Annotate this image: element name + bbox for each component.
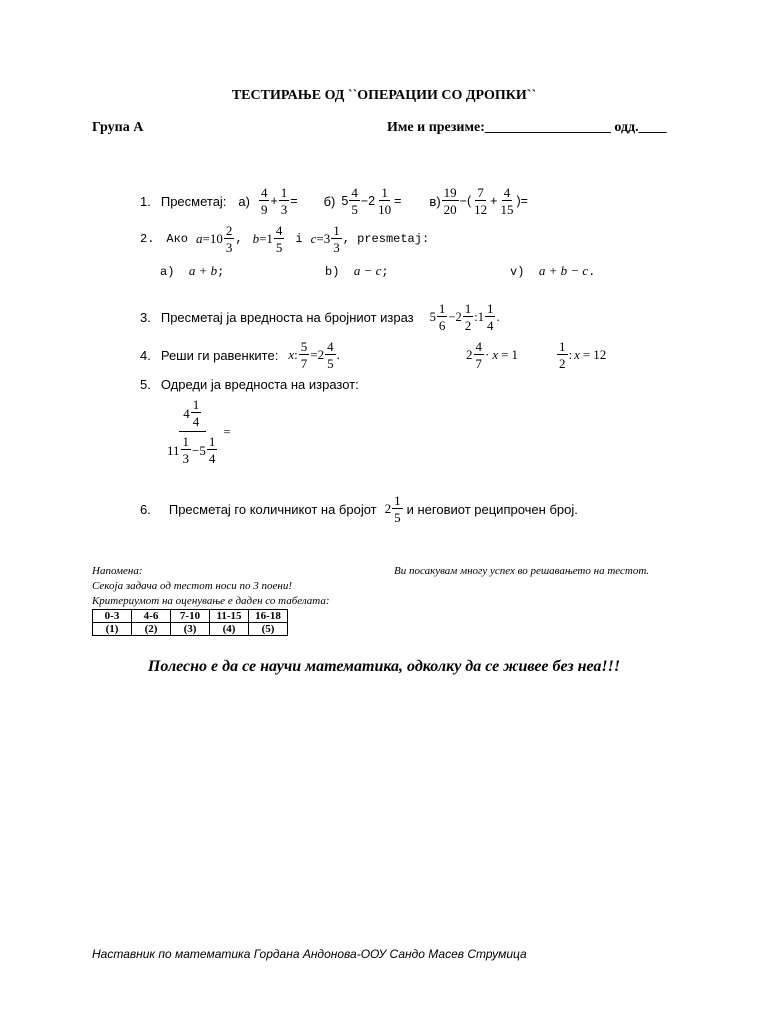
fraction: $\frac{7}{12}$ xyxy=(474,185,488,217)
task-4-equation-3: $\frac{1}{2}$ : x = 12 xyxy=(559,339,607,371)
task-4: 4. Реши ги равенките: x : $\frac{5}{7}$ = 2 $\frac{4}{5}$ . xyxy=(140,339,340,371)
fraction: $\frac{1}{4}$ xyxy=(208,434,216,466)
task-3-number: 3. xyxy=(140,309,151,325)
fraction: $\frac{1}{3}$ xyxy=(182,434,190,466)
page-title: ТЕСТИРАЊЕ ОД ``ОПЕРАЦИИ СО ДРОПКИ`` xyxy=(231,88,537,103)
fraction: $\frac{1}{4}$ xyxy=(192,397,200,429)
task-1-number: 1. xyxy=(140,193,151,209)
table-cell: 4-6 xyxy=(132,610,171,623)
criteria-note: Критериумот на оценување е даден со табелата: xyxy=(92,595,330,607)
name-field: Име и презиме:__________________ одд.____ xyxy=(387,120,667,135)
fraction: $\frac{1}{6}$ xyxy=(438,301,446,333)
fraction: $\frac{4}{5}$ xyxy=(351,185,358,217)
fraction: $\frac{1}{3}$ xyxy=(280,185,288,217)
fraction: $\frac{4}{5}$ xyxy=(275,223,283,255)
fraction: $\frac{1}{2}$ xyxy=(559,339,566,371)
task-2-part-c: v) a + b − c. xyxy=(510,263,596,279)
note-label: Напомена: xyxy=(92,565,143,577)
fraction: $\frac{1}{10}$ xyxy=(378,185,392,217)
table-cell: 7-10 xyxy=(171,610,210,623)
task-2: 2. Ако a = 10 $\frac{2}{3}$ , b = 1 $\frac{4}{5}$ i c = 3 $\frac{1}{3}$ , presmetaj: xyxy=(140,223,430,255)
task-1-label: Пресметај: xyxy=(160,193,227,209)
table-cell: 16-18 xyxy=(249,610,288,623)
footer: Наставник по математика Гордана Андонова-ООУ Сандо Масев Струмица xyxy=(92,947,527,961)
task-1-a-marker: а) xyxy=(238,193,250,209)
fraction: $\frac{5}{7}$ xyxy=(300,339,308,371)
good-luck-note: Ви посакувам многу успех во решавањето на тестот. xyxy=(394,565,650,577)
fraction: $\frac{1}{4}$ xyxy=(486,301,494,333)
motto: Полесно е да се научи математика, одколку да се живее без неа!!! xyxy=(147,658,621,675)
fraction: $\frac{4}{7}$ xyxy=(475,339,482,371)
task-4-number: 4. xyxy=(140,347,151,363)
table-cell: 11-15 xyxy=(210,610,249,623)
fraction: $\frac{1}{2}$ xyxy=(464,301,472,333)
task-5 xyxy=(140,377,359,392)
task-1: 1. Пресметај: а) $\frac{4}{9}$ + $\frac{1}{3}$ = б) 5 $\frac{4}{5}$ − 2 $\frac{1}{10}$ = в) $\frac{19}{20}$ − ( $\frac{7}{12}$ + $\frac{4}{15}$ ) = xyxy=(140,185,528,217)
task-6-text: Пресметај го количникот на бројот xyxy=(168,501,377,517)
task-2-part-a: а) a + b; xyxy=(160,263,225,279)
task-5-text: Одреди ја вредноста на изразот: xyxy=(160,377,359,392)
table-row xyxy=(93,623,288,636)
grading-table xyxy=(92,609,288,636)
task-1-b-marker: б) xyxy=(323,193,336,209)
fraction: $\frac{1}{5}$ xyxy=(394,493,401,525)
table-cell: (1) xyxy=(93,623,132,636)
task-4-equation-2: 2 $\frac{4}{7}$ · x = 1 xyxy=(466,339,518,371)
table-row xyxy=(93,610,288,623)
task-3: 3. Пресметај ја вредноста на бројниот израз 5 $\frac{1}{6}$ − 2 $\frac{1}{2}$ : 1 $\frac{1}{4}$ . xyxy=(140,301,500,333)
fraction: $\frac{4}{5}$ xyxy=(327,339,334,371)
task-2-number: 2. xyxy=(140,232,155,246)
task-2-part-b: b) a − c; xyxy=(325,263,389,279)
table-cell: (5) xyxy=(249,623,288,636)
fraction: $\frac{4}{15}$ xyxy=(500,185,514,217)
task-4-text: Реши ги равенките: xyxy=(160,347,279,363)
task-3-text: Пресметај ја вредноста на бројниот израз xyxy=(160,309,414,325)
task-6-number: 6. xyxy=(140,501,151,517)
compound-fraction: 4 $\frac{1}{4}$ 11 $\frac{1}{3}$ − 5 $\frac{1}{4}$ xyxy=(167,397,216,466)
fraction: $\frac{1}{3}$ xyxy=(333,223,340,255)
fraction: $\frac{19}{20}$ xyxy=(443,185,457,217)
task-5-number: 5. xyxy=(140,377,151,392)
fraction: $\frac{4}{9}$ xyxy=(260,185,268,217)
task-6-text-2: и неговиот реципрочен број. xyxy=(406,501,578,517)
table-cell: 0-3 xyxy=(93,610,132,623)
fraction: $\frac{2}{3}$ xyxy=(225,223,233,255)
group-label: Група А xyxy=(92,120,144,135)
task-5-expression: 4 $\frac{1}{4}$ 11 $\frac{1}{3}$ − 5 $\frac{1}{4}$ = xyxy=(167,397,231,466)
points-note: Секоја задача од тестот носи по 3 поени! xyxy=(92,580,292,592)
table-cell: (2) xyxy=(132,623,171,636)
task-1-c-marker: в) xyxy=(429,193,441,209)
task-6: 6. Пресметај го количникот на бројот 2 $\frac{1}{5}$ и неговиот реципрочен број. xyxy=(140,493,578,525)
table-cell: (3) xyxy=(171,623,210,636)
table-cell: (4) xyxy=(210,623,249,636)
task-2-ako: Ако xyxy=(166,232,189,246)
